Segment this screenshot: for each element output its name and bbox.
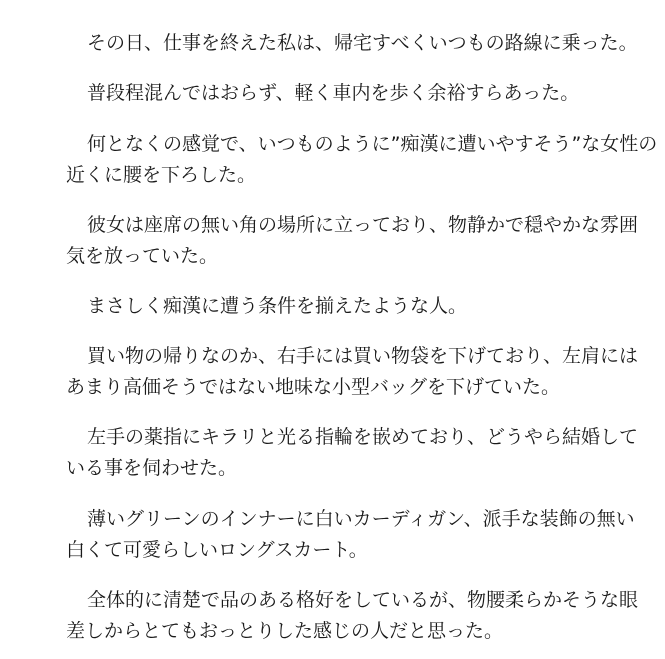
paragraph-line: いる事を伺わせた。 [66,457,238,479]
paragraph-line: 普段程混んではおらず、軽く車内を歩く余裕すらあった。 [87,82,580,104]
paragraph-line: あまり高価そうではない地味な小型バッグを下げていた。 [66,376,561,398]
paragraph-line: 近くに腰を下ろした。 [66,164,257,186]
paragraph-line: 左手の薬指にキラリと光る指輪を嵌めており、どうやら結婚して [87,426,639,448]
paragraph-line: その日、仕事を終えた私は、帰宅すべくいつもの路線に乗った。 [87,32,638,54]
paragraph-line: 全体的に清楚で品のある格好をしているが、物腰柔らかそうな眼 [87,589,639,611]
paragraph-line: 薄いグリーンのインナーに白いカーディガン、派手な装飾の無い [87,508,635,530]
paragraph-line: 何となくの感覚で、いつものように”痴漢に遭いやすそう”な女性の [87,133,658,155]
paragraph-line: 気を放っていた。 [66,245,219,267]
paragraph-line: 白くて可愛らしいロングスカート。 [66,539,368,561]
paragraph-line: 差しからとてもおっとりした感じの人だと思った。 [66,620,504,642]
paragraph-line: まさしく痴漢に遭う条件を揃えたような人。 [87,295,468,317]
paragraph-line: 買い物の帰りなのか、右手には買い物袋を下げており、左肩には [87,345,639,367]
paragraph-line: 彼女は座席の無い角の場所に立っており、物静かで穏やかな雰囲 [87,214,639,236]
